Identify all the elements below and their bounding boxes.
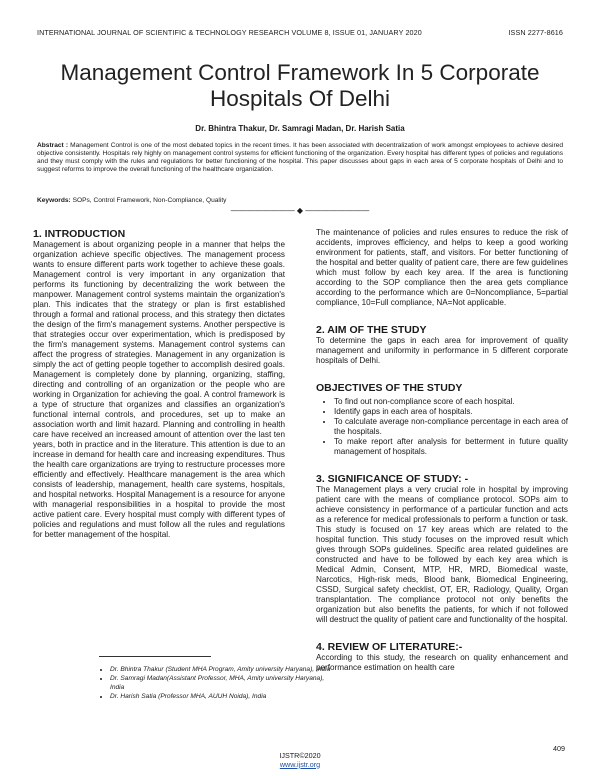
keywords bbox=[37, 197, 563, 204]
list-item: • To find out non-compliance score of each hospital. bbox=[334, 397, 568, 407]
aim-heading: 2. AIM OF THE STUDY bbox=[316, 324, 427, 336]
footnote-divider bbox=[99, 656, 211, 657]
author-footnotes bbox=[96, 666, 340, 702]
abstract-label: Abstract : bbox=[37, 142, 69, 149]
significance-heading: 3. SIGNIFICANCE OF STUDY: - bbox=[316, 473, 469, 485]
list-item: • Identify gaps in each area of hospitals. bbox=[334, 407, 568, 417]
copyright-code: IJSTR©2020 bbox=[279, 751, 321, 760]
intro-text: Management is about organizing people in a manner that helps the organization achieve specific objectives. The management process wants to ensure different parts work together to achieve these goals. Management control is very important in any organization that performs its functioning by decentralizing the work between the manpower. Management control systems maintain the organization's plan. This indicates that the strategy or plan is first established through a formal and rational process, and this strategy then dictates the design of the firm's management systems. Another perspective is that strategies occur over experimentation, which is predisposed by the firm's management systems. Management control systems can affect the progress of strategies. Management in any organization is simply the act of getting people together to accomplish desired goals. Management is completely done by planning, organizing, staffing, directing and controlling of an organization or the people who are working in Organization for achieving the goal. A control framework is a type of structure that organizes and classifies an organization's functional internal controls, and procedures, set up to make an association worth and limit hazard. Planning and controlling in health care have received an increased amount of attention over the last ten years, both in practice and in the literature. This attention is due to an increase in demand for health care and increasing expenditures. Thus the health care organizations are trying to restructure processes more efficiently and effectively. Healthcare management is the area which consists of leadership, management, health care systems, hospitals, and hospital networks. Hospital Management is a resource for anyone with managerial responsibilities in a hospital to provide the most active patient care. Every hospital must comply with different types of policies and regulations and must follow all the rules and regulations for better management of the hospital. bbox=[33, 240, 285, 539]
objectives-heading: OBJECTIVES OF THE STUDY bbox=[316, 382, 463, 394]
footnote-item: • Dr. Bhintra Thakur (Student MHA Program, Amity university Haryana), India bbox=[110, 666, 340, 675]
keywords-label: Keywords: bbox=[37, 197, 71, 204]
journal-name: INTERNATIONAL JOURNAL OF SCIENTIFIC & TECHNOLOGY RESEARCH VOLUME 8, ISSUE 01, JANUARY 2020 bbox=[37, 28, 422, 37]
running-header bbox=[37, 28, 563, 37]
page-footer bbox=[0, 752, 600, 769]
abstract-text: Management Control is one of the most debated topics in the recent times. It has been associated with decentralization of work amongst employees to achieve desired objective consistently. Hospitals rely highly on management control systems for efficient functioning of the organization. Every hospital has different types of policies and regulations and they must comply with the rules and regulations for better functioning of the hospital. This paper discusses about gaps in each area of 5 corporate hospitals of Delhi and to suggest reforms to improve the overall functioning of the healthcare organization. bbox=[37, 142, 563, 173]
journal-url-link[interactable]: www.ijstr.org bbox=[279, 759, 321, 769]
intro-continuation: The maintenance of policies and rules ensures to reduce the risk of accidents, improves efficiency, and helps to keep a good working environment for patients, staff, and visitors. For better functioning of the hospital and better quality of patient care, there are few guidelines which must follow by each key area. If the area is functioning according to the SOP compliance then the area gets compliance according to the performance which are 0=Noncompliance, 5=partial compliance, 10=Full compliance, NA=Not applicable. bbox=[316, 228, 568, 307]
abstract bbox=[37, 142, 563, 174]
review-text: According to this study, the research on quality enhancement and performance estimation on health care bbox=[316, 653, 568, 672]
page-number: 409 bbox=[553, 744, 565, 753]
review-heading: 4. REVIEW OF LITERATURE:- bbox=[316, 641, 463, 653]
author-list: Dr. Bhintra Thakur, Dr. Samragi Madan, Dr. Harish Satia bbox=[195, 124, 405, 133]
significance-text: The Management plays a very crucial role in hospital by improving patient care with the means of compliance protocol. SOPs aim to achieve consistency in performance of a particular function and acts as a reference for medical professionals to perform a function or task. This study is focused on 17 key areas which are related to the hospital function. This study focuses on the improved result which gives through SOPs guidelines. Specific area related guidelines are constructed and have to be followed by each key area which is Medical Admin, Consent, MTP, HR, MRD, Biomedical waste, Narcotics, High-risk meds, Blood bank, Biomedical Engineering, CSSD, Surgical safety checklist, OT, ER, Radiology, Quality, Organ transplantation. The compliance protocol not only benefits the organization but also benefits the patients, for which if not followed will destruct the quality of patient care and functionality of the hospital. bbox=[316, 485, 568, 624]
section-separator: ———————— ◆ ———————— bbox=[230, 206, 370, 215]
right-column bbox=[316, 228, 568, 673]
footnote-item: • Dr. Harish Satia (Professor MHA, AUUH Noida), India bbox=[110, 693, 340, 702]
aim-text: To determine the gaps in each area for improvement of quality management and uniformity in performance in 5 different corporate hospitals of Delhi. bbox=[316, 336, 568, 365]
list-item: • To make report after analysis for betterment in future quality management of hospitals. bbox=[334, 437, 568, 457]
intro-heading: 1. INTRODUCTION bbox=[33, 228, 126, 240]
keywords-text: SOPs, Control Framework, Non-Compliance, Quality bbox=[72, 197, 227, 204]
left-column bbox=[33, 228, 285, 540]
list-item: • To calculate average non-compliance percentage in each area of the hospitals. bbox=[334, 417, 568, 437]
objectives-list bbox=[316, 397, 568, 457]
footnote-item: • Dr. Samragi Madan(Assistant Professor, MHA, Amity university Haryana), India bbox=[110, 675, 340, 692]
issn: ISSN 2277-8616 bbox=[508, 28, 563, 37]
paper-title: Management Control Framework In 5 Corporate Hospitals Of Delhi bbox=[60, 60, 540, 111]
